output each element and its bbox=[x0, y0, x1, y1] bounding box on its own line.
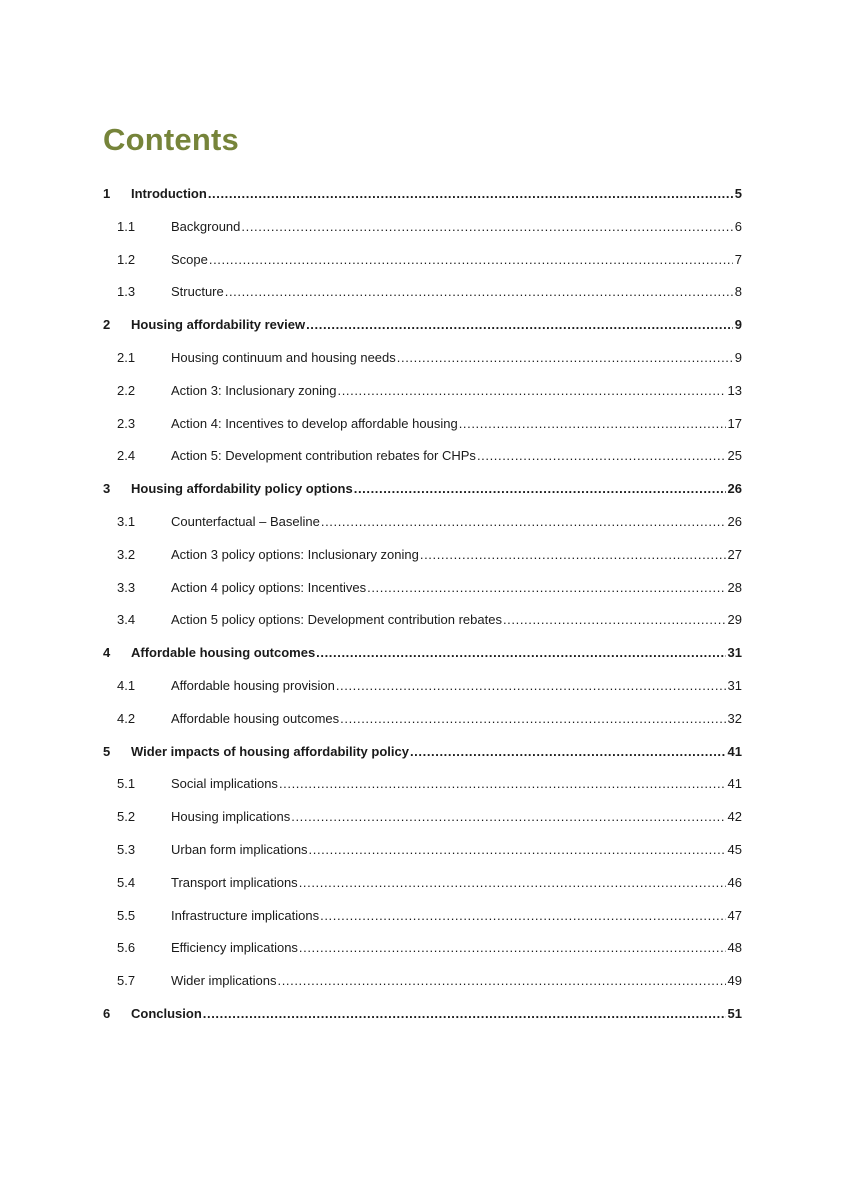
toc-page-number: 46 bbox=[727, 874, 742, 890]
toc-page-number: 51 bbox=[727, 1005, 742, 1021]
toc-entry-number: 5.4 bbox=[117, 874, 136, 890]
toc-dot-leader bbox=[299, 867, 726, 900]
toc-page-number: 31 bbox=[727, 645, 742, 661]
toc-entry-title: Social implications bbox=[171, 776, 278, 792]
toc-subsection-link[interactable] bbox=[103, 703, 742, 736]
toc-entry-number: 2.2 bbox=[117, 382, 136, 398]
toc-entry-number: 4.2 bbox=[117, 710, 136, 726]
toc-dot-leader bbox=[316, 637, 725, 670]
toc-subsection-link[interactable] bbox=[103, 834, 742, 867]
toc-subsection-link[interactable] bbox=[103, 342, 742, 375]
toc-entry-number: 3 bbox=[103, 481, 111, 497]
toc-entry-title: Wider implications bbox=[171, 973, 277, 989]
toc-entry-title: Housing continuum and housing needs bbox=[171, 349, 396, 365]
toc-dot-leader bbox=[279, 768, 726, 801]
toc-page-number: 26 bbox=[727, 513, 742, 529]
toc-dot-leader bbox=[306, 309, 733, 342]
toc-entry-title: Background bbox=[171, 218, 241, 234]
toc-section-link[interactable] bbox=[103, 309, 742, 342]
toc-entry-title: Housing implications bbox=[171, 809, 291, 825]
toc-page-number: 32 bbox=[727, 710, 742, 726]
toc-entry-number: 2.1 bbox=[117, 349, 136, 365]
toc-entry-title: Counterfactual – Baseline bbox=[171, 513, 320, 529]
toc-subsection-link[interactable] bbox=[103, 965, 742, 998]
toc-subsection-link[interactable] bbox=[103, 867, 742, 900]
toc-entry-title: Action 4: Incentives to develop affordable housing bbox=[171, 415, 458, 431]
toc-dot-leader bbox=[309, 834, 726, 867]
toc-entry-number: 5.7 bbox=[117, 973, 136, 989]
toc-entry-number: 2 bbox=[103, 317, 111, 333]
toc-dot-leader bbox=[336, 670, 726, 703]
toc-dot-leader bbox=[321, 506, 726, 539]
toc-dot-leader bbox=[291, 801, 725, 834]
toc-subsection-link[interactable] bbox=[103, 408, 742, 441]
toc-dot-leader bbox=[203, 998, 726, 1031]
toc-subsection-link[interactable] bbox=[103, 932, 742, 965]
toc-entry-number: 3.2 bbox=[117, 546, 136, 562]
toc-entry-number: 3.1 bbox=[117, 513, 136, 529]
toc-entry-title: Scope bbox=[171, 251, 208, 267]
toc-dot-leader bbox=[209, 244, 733, 277]
toc-entry-title: Action 5 policy options: Development contribution rebates bbox=[171, 612, 502, 628]
toc-subsection-link[interactable] bbox=[103, 375, 742, 408]
table-of-contents bbox=[103, 178, 742, 1031]
toc-entry-title: Action 5: Development contribution rebates for CHPs bbox=[171, 448, 476, 464]
toc-page-number: 6 bbox=[734, 218, 742, 234]
toc-subsection-link[interactable] bbox=[103, 900, 742, 933]
toc-subsection-link[interactable] bbox=[103, 276, 742, 309]
toc-section-link[interactable] bbox=[103, 637, 742, 670]
toc-page-number: 42 bbox=[727, 809, 742, 825]
toc-page-number: 47 bbox=[727, 907, 742, 923]
toc-entry-number: 3.3 bbox=[117, 579, 136, 595]
toc-page-number: 49 bbox=[727, 973, 742, 989]
toc-section-link[interactable] bbox=[103, 736, 742, 769]
toc-subsection-link[interactable] bbox=[103, 211, 742, 244]
toc-dot-leader bbox=[503, 604, 726, 637]
toc-entry-number: 1.3 bbox=[117, 284, 136, 300]
toc-subsection-link[interactable] bbox=[103, 244, 742, 277]
toc-page-number: 17 bbox=[727, 415, 742, 431]
toc-entry-number: 5.3 bbox=[117, 841, 136, 857]
toc-dot-leader bbox=[354, 473, 726, 506]
toc-entry-title: Urban form implications bbox=[171, 841, 308, 857]
toc-dot-leader bbox=[477, 440, 726, 473]
toc-subsection-link[interactable] bbox=[103, 572, 742, 605]
toc-entry-number: 4 bbox=[103, 645, 111, 661]
toc-page-number: 8 bbox=[734, 284, 742, 300]
toc-dot-leader bbox=[410, 736, 726, 769]
toc-section-link[interactable] bbox=[103, 998, 742, 1031]
toc-entry-title: Action 4 policy options: Incentives bbox=[171, 579, 367, 595]
toc-entry-number: 1.2 bbox=[117, 251, 136, 267]
toc-dot-leader bbox=[340, 703, 725, 736]
toc-page-number: 5 bbox=[734, 186, 742, 201]
toc-page-number: 9 bbox=[734, 349, 742, 365]
toc-subsection-link[interactable] bbox=[103, 604, 742, 637]
toc-entry-title: Affordable housing outcomes bbox=[171, 710, 340, 726]
toc-dot-leader bbox=[337, 375, 725, 408]
toc-page-number: 26 bbox=[727, 481, 742, 497]
page-title: Contents bbox=[103, 122, 239, 157]
toc-subsection-link[interactable] bbox=[103, 539, 742, 572]
toc-page-number: 41 bbox=[727, 743, 742, 759]
toc-page-number: 41 bbox=[727, 776, 742, 792]
toc-dot-leader bbox=[367, 572, 725, 605]
toc-entry-number: 2.4 bbox=[117, 448, 136, 464]
toc-page-number: 48 bbox=[727, 940, 742, 956]
toc-entry-number: 5.2 bbox=[117, 809, 136, 825]
toc-subsection-link[interactable] bbox=[103, 440, 742, 473]
toc-entry-title: Introduction bbox=[131, 186, 207, 201]
toc-entry-number: 2.3 bbox=[117, 415, 136, 431]
toc-entry-number: 5.5 bbox=[117, 907, 136, 923]
toc-entry-number: 3.4 bbox=[117, 612, 136, 628]
toc-page-number: 25 bbox=[727, 448, 742, 464]
toc-page-number: 28 bbox=[727, 579, 742, 595]
toc-subsection-link[interactable] bbox=[103, 670, 742, 703]
toc-entry-title: Infrastructure implications bbox=[171, 907, 320, 923]
toc-entry-title: Efficiency implications bbox=[171, 940, 298, 956]
toc-dot-leader bbox=[225, 276, 733, 309]
toc-entry-title: Action 3 policy options: Inclusionary zoning bbox=[171, 546, 419, 562]
toc-dot-leader bbox=[241, 211, 732, 244]
toc-page-number: 7 bbox=[734, 251, 742, 267]
toc-dot-leader bbox=[299, 932, 726, 965]
toc-entry-number: 1.1 bbox=[117, 218, 136, 234]
toc-entry-title: Housing affordability policy options bbox=[131, 481, 353, 497]
toc-subsection-link[interactable] bbox=[103, 768, 742, 801]
toc-entry-number: 5.1 bbox=[117, 776, 136, 792]
toc-entry-title: Action 3: Inclusionary zoning bbox=[171, 382, 337, 398]
toc-entry-number: 1 bbox=[103, 186, 111, 201]
toc-entry-number: 5.6 bbox=[117, 940, 136, 956]
toc-dot-leader bbox=[277, 965, 725, 998]
toc-page-number: 31 bbox=[727, 677, 742, 693]
toc-dot-leader bbox=[320, 900, 725, 933]
toc-entry-title: Housing affordability review bbox=[131, 317, 306, 333]
toc-entry-number: 4.1 bbox=[117, 677, 136, 693]
toc-entry-title: Affordable housing outcomes bbox=[131, 645, 316, 661]
toc-entry-title: Wider impacts of housing affordability policy bbox=[131, 743, 409, 759]
toc-entry-title: Transport implications bbox=[171, 874, 298, 890]
toc-entry-title: Affordable housing provision bbox=[171, 677, 335, 693]
toc-dot-leader bbox=[397, 342, 733, 375]
toc-subsection-link[interactable] bbox=[103, 506, 742, 539]
toc-page-number: 9 bbox=[734, 317, 742, 333]
toc-page-number: 13 bbox=[727, 382, 742, 398]
toc-dot-leader bbox=[459, 408, 726, 441]
toc-page-number: 27 bbox=[727, 546, 742, 562]
toc-entry-title: Structure bbox=[171, 284, 224, 300]
toc-section-link[interactable] bbox=[103, 178, 742, 211]
toc-entry-number: 5 bbox=[103, 743, 111, 759]
toc-entry-number: 6 bbox=[103, 1005, 111, 1021]
toc-entry-title: Conclusion bbox=[131, 1005, 202, 1021]
toc-dot-leader bbox=[420, 539, 726, 572]
toc-dot-leader bbox=[208, 178, 733, 211]
toc-page-number: 45 bbox=[727, 841, 742, 857]
toc-subsection-link[interactable] bbox=[103, 801, 742, 834]
toc-section-link[interactable] bbox=[103, 473, 742, 506]
toc-page-number: 29 bbox=[727, 612, 742, 628]
